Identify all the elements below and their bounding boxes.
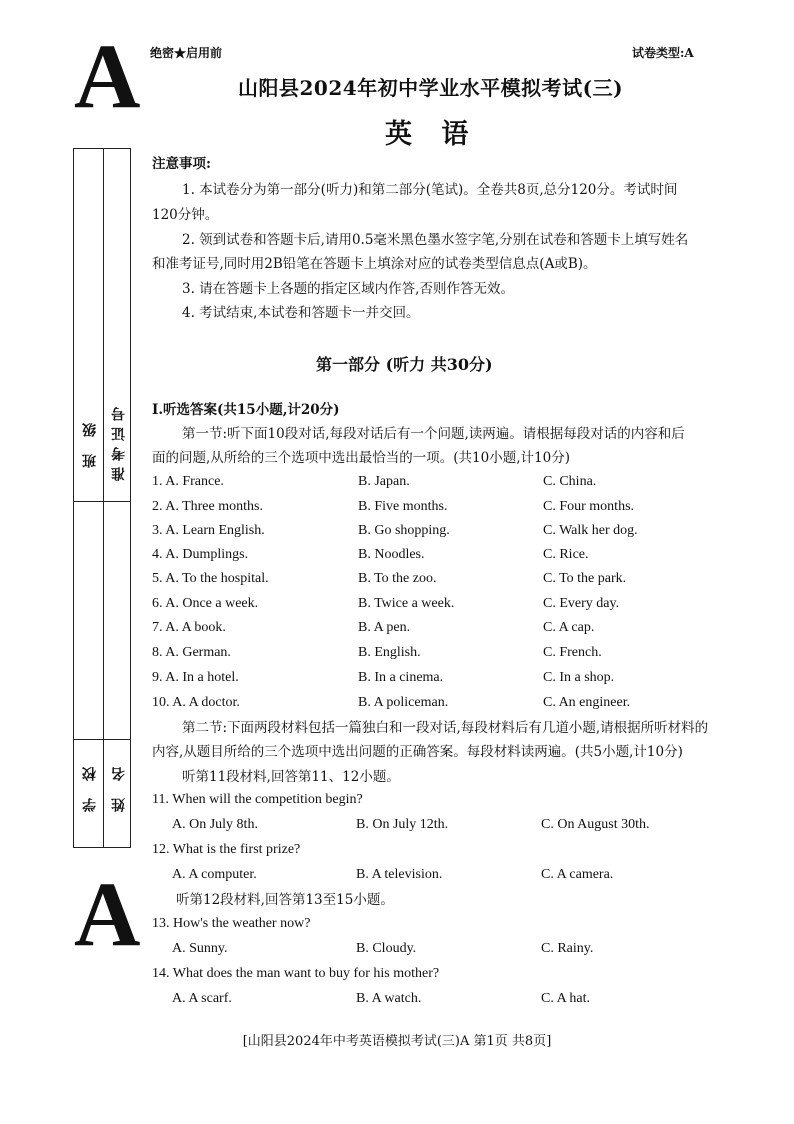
- option-a: 3. A. Learn English.: [152, 523, 265, 538]
- option-c: C. A camera.: [541, 867, 614, 882]
- secrecy-label: 绝密★启用前: [150, 46, 223, 60]
- option-c: C. Four months.: [543, 499, 635, 514]
- question-text: 11. When will the competition begin?: [152, 792, 363, 807]
- class-field-label: 班 级: [82, 417, 98, 468]
- question-text: 12. What is the first prize?: [152, 842, 301, 857]
- option-c: C. Every day.: [543, 596, 620, 611]
- notes-line: 和准考证号,同时用2B铅笔在答题卡上填涂对应的试卷类型信息点(A或B)。: [152, 256, 597, 272]
- question-text: 14. What does the man want to buy for his mother?: [152, 966, 440, 981]
- sidebar-row-divider: [74, 739, 130, 740]
- option-c: C. A cap.: [543, 620, 595, 635]
- option-b: B. English.: [358, 645, 421, 660]
- school-field-label: 学 校: [82, 761, 98, 812]
- option-b: B. Go shopping.: [358, 523, 450, 538]
- option-a: 5. A. To the hospital.: [152, 571, 269, 586]
- option-c: C. Rice.: [543, 547, 589, 562]
- section-heading: Ⅰ.听选答案(共15小题,计20分): [152, 402, 340, 418]
- option-c: C. An engineer.: [543, 695, 631, 710]
- option-b: B. A policeman.: [358, 695, 449, 710]
- option-a: A. On July 8th.: [172, 817, 258, 832]
- option-c: C. Rainy.: [541, 941, 594, 956]
- option-b: B. A television.: [356, 867, 443, 882]
- option-b: B. Noodles.: [358, 547, 425, 562]
- exam-number-field-label: 准考证号: [111, 401, 127, 481]
- option-a: 7. A. A book.: [152, 620, 226, 635]
- paper-type-label: 试卷类型:A: [632, 46, 694, 60]
- material-note: 听第11段材料,回答第11、12小题。: [182, 769, 400, 785]
- paper-type-letter-bottom: A: [74, 863, 141, 965]
- option-a: A. A scarf.: [172, 991, 232, 1006]
- option-b: B. A watch.: [356, 991, 422, 1006]
- option-b: B. On July 12th.: [356, 817, 449, 832]
- option-b: B. A pen.: [358, 620, 411, 635]
- option-a: A. A computer.: [172, 867, 257, 882]
- subject-title: 英 语: [385, 119, 479, 150]
- option-a: 4. A. Dumplings.: [152, 547, 249, 562]
- option-c: C. China.: [543, 474, 597, 489]
- section2-instructions: 第二节:下面两段材料包括一篇独白和一段对话,每段材料后有几道小题,请根据所听材料的: [182, 720, 709, 736]
- option-c: C. To the park.: [543, 571, 627, 586]
- section2-instructions: 内容,从题目所给的三个选项中选出问题的正确答案。每段材料读两遍。(共5小题,计10分): [152, 744, 683, 760]
- exam-title: 山阳县2024年初中学业水平模拟考试(三): [238, 76, 624, 100]
- notes-line: 1. 本试卷分为第一部分(听力)和第二部分(笔试)。全卷共8页,总分120分。考试时间: [182, 182, 678, 198]
- page-footer: [山阳县2024年中考英语模拟考试(三)A 第1页 共8页]: [242, 1034, 552, 1049]
- option-b: B. In a cinema.: [358, 670, 444, 685]
- option-a: 2. A. Three months.: [152, 499, 263, 514]
- section1-instructions: 面的问题,从所给的三个选项中选出最恰当的一项。(共10小题,计10分): [152, 450, 570, 466]
- part1-title: 第一部分 (听力 共30分): [316, 355, 493, 374]
- option-a: A. Sunny.: [172, 941, 228, 956]
- notes-line: 3. 请在答题卡上各题的指定区域内作答,否则作答无效。: [182, 281, 514, 297]
- option-b: B. Twice a week.: [358, 596, 455, 611]
- notes-line: 120分钟。: [152, 207, 219, 223]
- option-a: 6. A. Once a week.: [152, 596, 259, 611]
- option-b: B. Five months.: [358, 499, 448, 514]
- sidebar-row-divider: [74, 501, 130, 502]
- section1-instructions: 第一节:听下面10段对话,每段对话后有一个问题,读两遍。请根据每段对话的内容和后: [182, 426, 685, 442]
- sidebar-column-divider: [103, 149, 104, 847]
- option-a: 9. A. In a hotel.: [152, 670, 239, 685]
- option-a: 1. A. France.: [152, 474, 224, 489]
- option-c: C. Walk her dog.: [543, 523, 638, 538]
- notes-line: 4. 考试结束,本试卷和答题卡一并交回。: [182, 305, 420, 321]
- binding-info-box: [73, 148, 131, 848]
- paper-type-letter-top: A: [74, 25, 141, 127]
- notes-line: 2. 领到试卷和答题卡后,请用0.5毫米黑色墨水签字笔,分别在试卷和答题卡上填写姓名: [182, 232, 689, 248]
- option-c: C. French.: [543, 645, 602, 660]
- question-text: 13. How's the weather now?: [152, 916, 311, 931]
- option-a: 8. A. German.: [152, 645, 231, 660]
- material-note: 听第12段材料,回答第13至15小题。: [176, 892, 394, 908]
- option-b: B. Cloudy.: [356, 941, 417, 956]
- option-c: C. A hat.: [541, 991, 591, 1006]
- name-field-label: 姓 名: [111, 761, 127, 812]
- option-c: C. On August 30th.: [541, 817, 650, 832]
- option-b: B. To the zoo.: [358, 571, 437, 586]
- option-a: 10. A. A doctor.: [152, 695, 240, 710]
- notes-heading: 注意事项:: [152, 156, 211, 172]
- option-b: B. Japan.: [358, 474, 410, 489]
- option-c: C. In a shop.: [543, 670, 615, 685]
